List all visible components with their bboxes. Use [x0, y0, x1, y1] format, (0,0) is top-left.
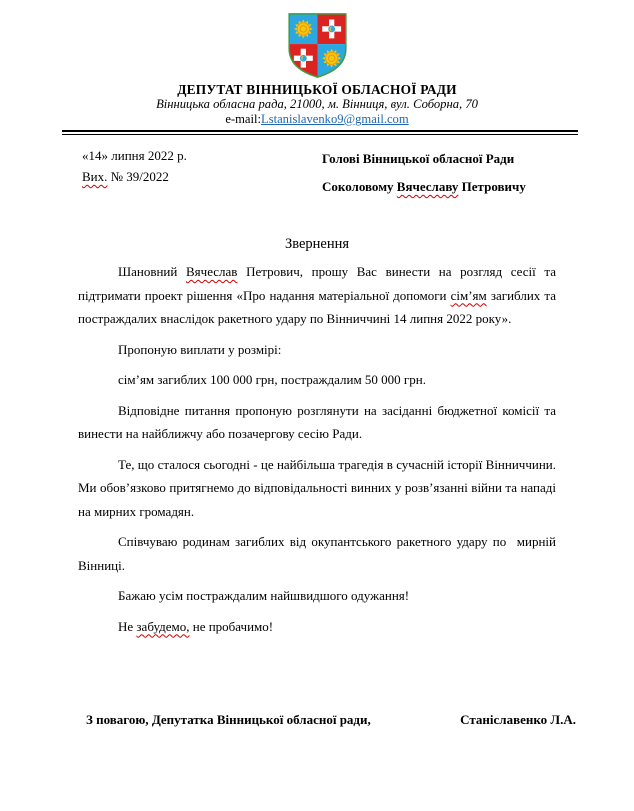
paragraph-appeal: Шановний Вячеслав Петрович, прошу Вас винести на розгляд сесії та підтримати проект рішення «Про надання матеріальної допомоги сім’ям загиблих та постраждалих внаслідок ракетного удару по Вінниччині 14 липня 2022 року».	[78, 264, 556, 326]
email-link[interactable]: Lstanislavenko9@gmail.com	[261, 112, 409, 126]
paragraph-slogan: Не забудемо, не пробачимо!	[118, 618, 274, 634]
vinnytsia-coat-of-arms-icon	[284, 11, 351, 79]
email-row	[0, 112, 634, 127]
signature-name: Станіславенко Л.А.	[460, 712, 576, 727]
recipient-block	[322, 145, 556, 201]
paragraph-commission: Відповідне питання пропоную розглянути на засіданні бюджетної комісії та винести на найближчу або позачергову сесію Ради.	[78, 402, 556, 441]
paragraph-tragedy: Те, що сталося сьогодні - це найбільша трагедія в сучасній історії Вінниччини. Ми обов’язково притягнемо до відповідальності винних у розв’язанні війни та нападі на мирних громадян.	[78, 456, 556, 519]
letterhead	[0, 0, 634, 135]
paragraph-amounts: сім’ям загиблих 100 000 грн, постраждалим 50 000 грн.	[118, 372, 426, 387]
recipient-title: Голові Вінницької обласної Ради	[322, 151, 515, 166]
org-name: ДЕПУТАТ ВІННИЦЬКОЇ ОБЛАСНОЇ РАДИ	[177, 82, 457, 97]
letter-body	[0, 233, 634, 638]
paragraph-wishes: Бажаю усім постраждалим найшвидшого одужання!	[118, 588, 410, 603]
signature-left: З повагою, Депутатка Вінницької обласної ради,	[86, 712, 371, 727]
ref-rest: № 39/2022	[107, 169, 169, 184]
email-label: e-mail:	[225, 112, 261, 126]
paragraph-condolences: Співчуваю родинам загиблих від окупантського ракетного удару по мирній Вінниці.	[78, 534, 560, 573]
ref-number-line	[82, 166, 187, 187]
meta-row	[0, 135, 634, 201]
signature-row	[0, 712, 634, 728]
recipient-name: Соколовому Вячеславу Петровичу	[322, 179, 526, 194]
org-address: Вінницька обласна рада, 21000, м. Вінниця, вул. Соборна, 70	[156, 97, 478, 111]
paragraph-proposal: Пропоную виплати у розмірі:	[118, 341, 282, 357]
letter-title: Звернення	[284, 236, 350, 252]
ref-prefix: Вих.	[82, 169, 108, 184]
date-line: «14» липня 2022 р.	[82, 148, 187, 163]
date-block	[82, 145, 187, 201]
